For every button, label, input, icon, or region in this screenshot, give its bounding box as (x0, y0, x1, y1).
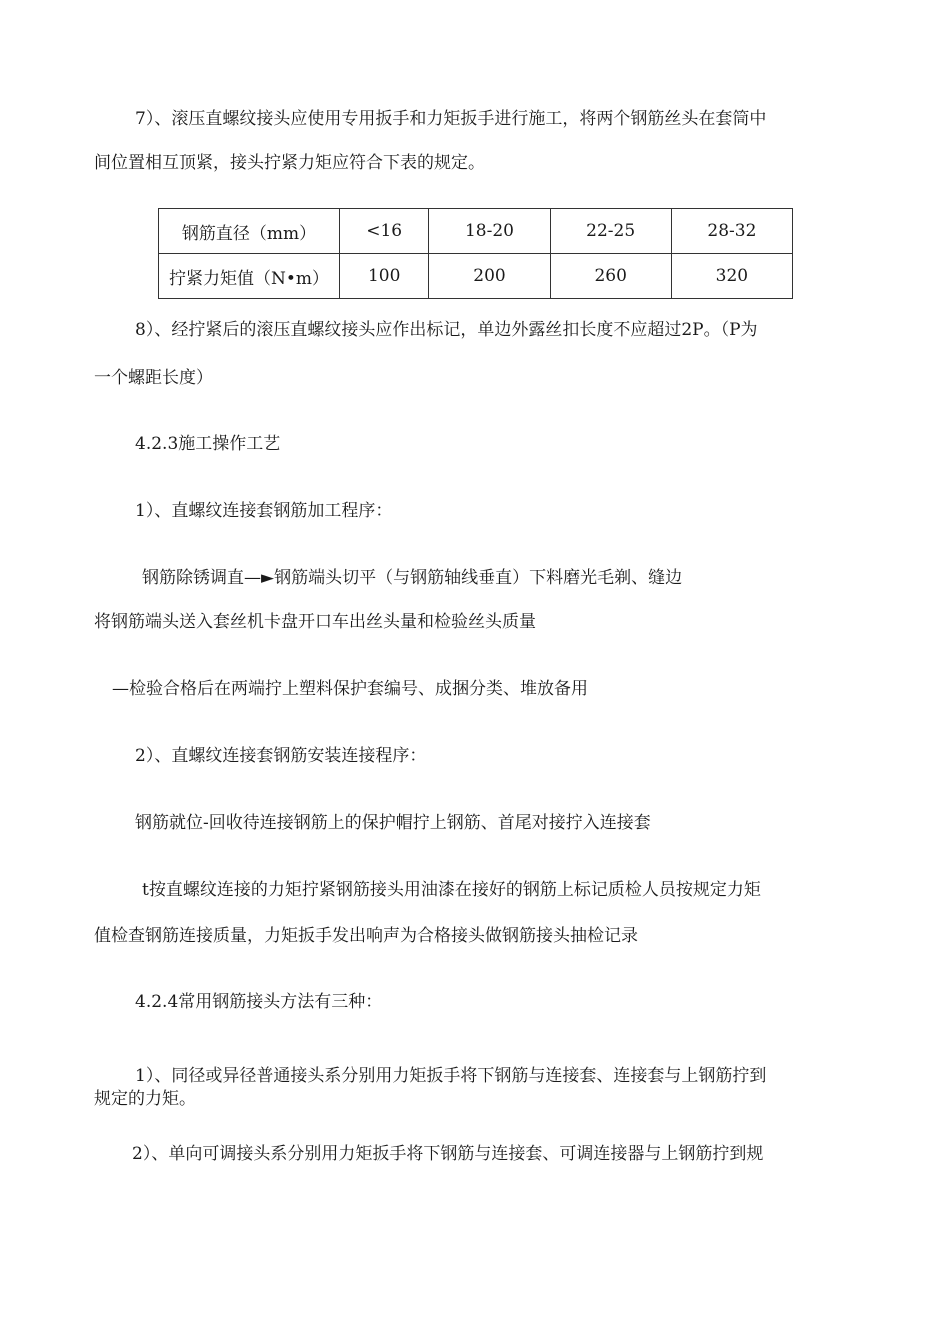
section-heading-4-2-4: 4.2.4常用钢筋接头方法有三种： (135, 992, 383, 1012)
method-1-line-1: 1）、同径或异径普通接头系分别用力矩扳手将下钢筋与连接套、连接套与上钢筋拧到 (135, 1066, 767, 1086)
table-header-cell: 拧紧力矩值（N•m） (159, 254, 340, 299)
step-2-flow-line-3: 值检查钢筋连接质量，力矩扳手发出响声为合格接头做钢筋接头抽检记录 (94, 926, 638, 946)
table-cell: 22-25 (550, 209, 671, 254)
step-2-title: 2）、直螺纹连接套钢筋安装连接程序： (135, 746, 427, 766)
step-2-flow-line-2: t按直螺纹连接的力矩拧紧钢筋接头用油漆在接好的钢筋上标记质检人员按规定力矩 (142, 880, 761, 900)
paragraph-8-line-1: 8）、经拧紧后的滚压直螺纹接头应作出标记，单边外露丝扣长度不应超过2P。（P为 (135, 320, 758, 340)
torque-table (158, 208, 793, 299)
step-1-flow-line-2: 将钢筋端头送入套丝机卡盘开口车出丝头量和检验丝头质量 (94, 612, 536, 632)
table-cell: 18-20 (429, 209, 550, 254)
step-1-flow-line-1: 钢筋除锈调直—►钢筋端头切平（与钢筋轴线垂直）下料磨光毛剃、缝边 (142, 568, 683, 588)
table-cell: 100 (340, 254, 429, 299)
table-row (159, 209, 793, 254)
table-row (159, 254, 793, 299)
table-cell: 320 (671, 254, 792, 299)
method-2-line-1: 2）、单向可调接头系分别用力矩扳手将下钢筋与连接套、可调连接器与上钢筋拧到规 (132, 1144, 764, 1164)
section-heading-4-2-3: 4.2.3施工操作工艺 (135, 434, 281, 454)
step-1-title: 1）、直螺纹连接套钢筋加工程序： (135, 501, 393, 521)
table-cell: 200 (429, 254, 550, 299)
table-header-cell: 钢筋直径（mm） (159, 209, 340, 254)
step-2-flow-line-1: 钢筋就位-回收待连接钢筋上的保护帽拧上钢筋、首尾对接拧入连接套 (135, 813, 651, 833)
table-cell: 260 (550, 254, 671, 299)
paragraph-7-line-2: 间位置相互顶紧，接头拧紧力矩应符合下表的规定。 (94, 153, 485, 173)
table-cell: 28-32 (671, 209, 792, 254)
paragraph-7-line-1: 7）、滚压直螺纹接头应使用专用扳手和力矩扳手进行施工，将两个钢筋丝头在套筒中 (135, 109, 767, 129)
table-cell: <16 (340, 209, 429, 254)
method-1-line-2: 规定的力矩。 (94, 1089, 196, 1109)
step-1-flow-line-3: —检验合格后在两端拧上塑料保护套编号、成捆分类、堆放备用 (112, 679, 588, 699)
paragraph-8-line-2: 一个螺距长度） (94, 368, 213, 388)
